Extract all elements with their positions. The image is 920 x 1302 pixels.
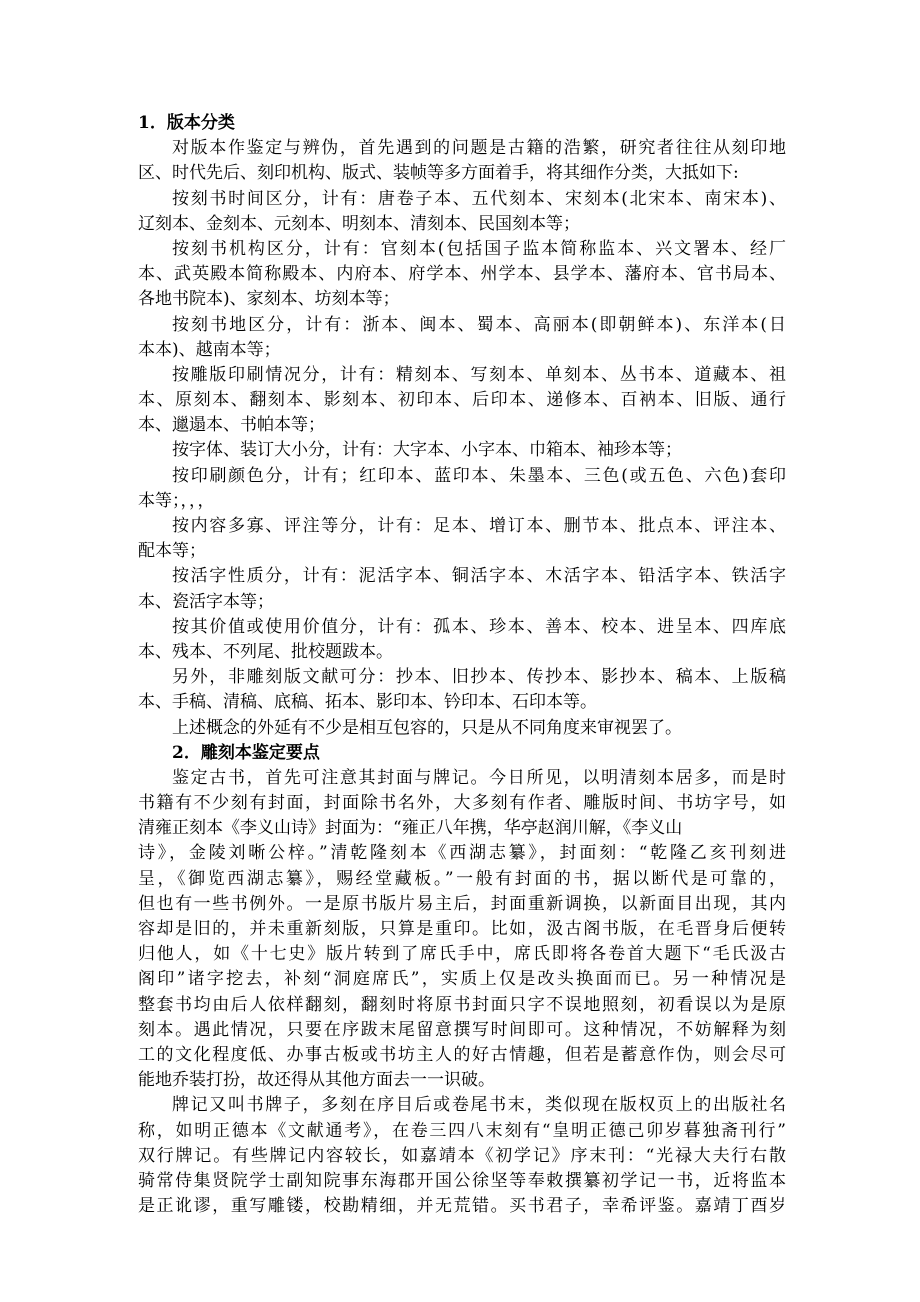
- section-heading-edition-classification: 1．版本分类: [138, 113, 235, 133]
- text-line: 按刻书机构区分，计有：官刻本(包括国子监本简称监本、兴文署本、经厂: [172, 238, 786, 259]
- text-line: 按印刷颜色分，计有；红印本、蓝印本、朱墨本、三色(或五色、六色)套印: [172, 465, 786, 486]
- text-line: 本等；，，，: [138, 490, 215, 511]
- text-line: 本本)、越南本等；: [138, 339, 281, 360]
- text-line: 归他人，如《十七史》版片转到了席氏手中，席氏即将各卷首大题下“毛氏汲古: [138, 944, 786, 965]
- text-line: 牌记又叫书牌子，多刻在序目后或卷尾书末，类似现在版权页上的出版社名: [172, 1095, 786, 1116]
- text-line: 本、邋遢本、书帕本等；: [138, 415, 325, 436]
- text-line: 呈，《御览西湖志纂》，赐经堂藏板。”一般有封面的书，据以断代是可靠的，: [138, 868, 786, 889]
- text-line: 区、时代先后、刻印机构、版式、装帧等多方面着手，将其细作分类，大抵如下:: [138, 163, 739, 184]
- text-line: 本、瓷活字本等；: [138, 591, 274, 612]
- text-line: 整套书均由后人依样翻刻，翻刻时将原书封面只字不误地照刻，初看误以为是原: [138, 994, 786, 1015]
- document-page: [138, 111, 786, 1219]
- text-line: 按其价值或使用价值分，计有：孤本、珍本、善本、校本、进呈本、四库底: [172, 616, 786, 637]
- text-line: 阁印”诸字挖去，补刻“洞庭席氏”，实质上仅是改头换面而已。另一种情况是: [138, 969, 786, 990]
- text-line: 上述概念的外延有不少是相互包容的，只是从不同角度来审视罢了。: [172, 717, 682, 738]
- text-line: 鉴定古书，首先可注意其封面与牌记。今日所见，以明清刻本居多，而是时: [172, 767, 786, 788]
- text-line: 按雕版印刷情况分，计有：精刻本、写刻本、单刻本、丛书本、道藏本、祖: [172, 364, 786, 385]
- text-line: 各地书院本)、家刻本、坊刻本等；: [138, 289, 400, 310]
- text-line: 按刻书时间区分，计有：唐卷子本、五代刻本、宋刻本(北宋本、南宋本)、: [172, 188, 786, 209]
- text-line: 本、手稿、清稿、底稿、拓本、影印本、钤印本、石印本等。: [138, 692, 597, 713]
- text-line: 本、原刻本、翻刻本、影刻本、初印本、后印本、递修本、百衲本、旧版、通行: [138, 390, 786, 411]
- text-line: 称，如明正德本《文献通考》，在卷三四八末刻有“皇明正德己卯岁暮独斋刊行”: [138, 1120, 786, 1141]
- text-line: 辽刻本、金刻本、元刻本、明刻本、清刻本、民国刻本等；: [138, 213, 580, 234]
- section1-body: [138, 136, 786, 741]
- text-line: 按刻书地区分，计有：浙本、闽本、蜀本、高丽本(即朝鲜本)、东洋本(日: [172, 314, 786, 335]
- text-line: 是正讹谬，重写雕镂，校勘精细，并无荒错。买书君子，幸希评鉴。嘉靖丁酉岁: [138, 1196, 786, 1217]
- text-line: 能地乔装打扮，故还得从其他方面去一一识破。: [138, 1070, 495, 1091]
- text-line: 容却是旧的，并未重新刻版，只算是重印。比如，汲古阁书版，在毛晋身后便转: [138, 919, 786, 939]
- text-line: 按内容多寡、评注等分，计有：足本、增订本、删节本、批点本、评注本、: [172, 516, 786, 536]
- text-line: 另外，非雕刻版文献可分：抄本、旧抄本、传抄本、影抄本、稿本、上版稿: [172, 667, 786, 688]
- text-line: 骑常侍集贤院学士副知院事东海郡开国公徐坚等奉敕撰纂初学记一书，近将监本: [138, 1170, 786, 1191]
- text-line: 工的文化程度低、办事古板或书坊主人的好古情趣，但若是蓄意作伪，则会尽可: [138, 1044, 786, 1065]
- text-line: 诗》，金陵刘晰公梓。”清乾隆刻本《西湖志纂》，封面刻：“乾隆乙亥刊刻进: [138, 843, 786, 864]
- text-line: 双行牌记。有些牌记内容较长，如嘉靖本《初学记》序末刊：“光禄大夫行右散: [138, 1145, 786, 1166]
- section-heading-carving-identification: 2．雕刻本鉴定要点: [172, 742, 320, 763]
- section2-body: [138, 766, 786, 1219]
- text-line: 清雍正刻本《李义山诗》封面为：“雍正八年携，华亭赵润川解，《李义山: [138, 818, 683, 839]
- text-line: 配本等；: [138, 541, 206, 562]
- text-line: 本、武英殿本简称殿本、内府本、府学本、州学本、县学本、藩府本、官书局本、: [138, 264, 786, 285]
- text-line: 书籍有不少刻有封面，封面除书名外，大多刻有作者、雕版时间、书坊字号，如: [138, 793, 786, 814]
- text-line: 按字体、装订大小分，计有：大字本、小字本、巾箱本、袖珍本等；: [172, 440, 682, 461]
- text-line: 但也有一些书例外。一是原书版片易主后，封面重新调换，以新面目出现，其内: [138, 893, 786, 914]
- text-line: 按活字性质分，计有：泥活字本、铜活字本、木活字本、铅活字本、铁活字: [172, 566, 786, 587]
- text-line: 刻本。遇此情况，只要在序跋末尾留意撰写时间即可。这种情况，不妨解释为刻: [138, 1019, 786, 1040]
- text-line: 本、残本、不列尾、批校题跋本。: [138, 641, 393, 662]
- text-line: 对版本作鉴定与辨伪，首先遇到的问题是古籍的浩繁，研究者往往从刻印地: [172, 138, 786, 159]
